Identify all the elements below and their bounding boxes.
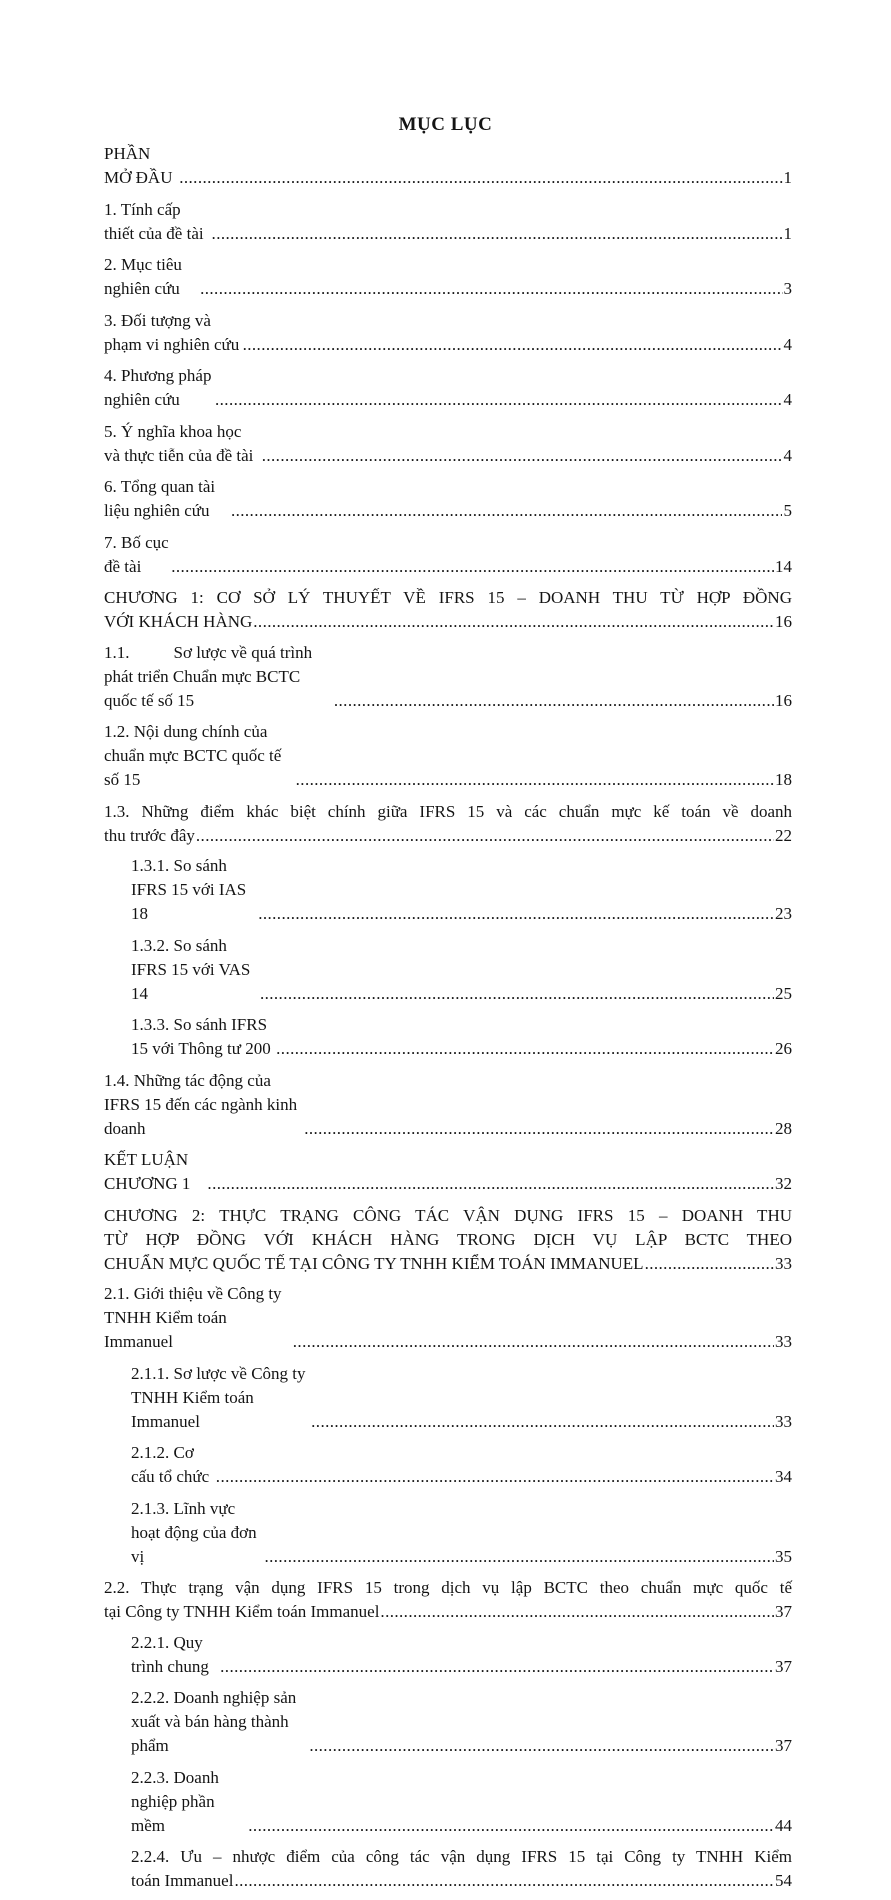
dot-leader <box>231 499 783 523</box>
toc-entry-1-3[interactable] <box>104 800 792 848</box>
toc-entry-2-2-3[interactable] <box>104 1766 792 1838</box>
toc-entry-page: 32 <box>775 1174 792 1193</box>
toc-entry-3[interactable] <box>104 309 792 357</box>
toc-entry-page: 28 <box>775 1118 792 1138</box>
toc-entry-label-line: CHƯƠNG 1: CƠ SỞ LÝ THUYẾT VỀ IFRS 15 – DOANH THU TỪ HỢP ĐỒNG <box>104 588 792 607</box>
toc-entry-page: 54 <box>775 1871 792 1890</box>
dot-leader <box>276 1037 774 1061</box>
toc-entry-label: 5. Ý nghĩa khoa học và thực tiễn của đề tài <box>104 421 254 465</box>
toc-entry-2-2-2[interactable] <box>104 1686 792 1758</box>
toc-entry-label <box>104 641 333 713</box>
toc-entry-label: 2.2.2. Doanh nghiệp sản xuất và bán hàng thành phẩm <box>131 1688 297 1755</box>
toc-entry-label: 2.1.1. Sơ lược về Công ty TNHH Kiểm toán Immanuel <box>131 1363 306 1431</box>
toc-entry-page: 37 <box>775 1656 792 1676</box>
dot-leader <box>296 768 774 792</box>
toc-entry-label: 2.1.2. Cơ cấu tổ chức <box>131 1443 210 1486</box>
toc-entry-page: 35 <box>775 1546 792 1566</box>
toc-entry-label-line: 2.2. Thực trạng vận dụng IFRS 15 trong dịch vụ lập BCTC theo chuẩn mực quốc tế <box>104 1578 792 1597</box>
toc-entry-label-line: CHƯƠNG 2: THỰC TRẠNG CÔNG TÁC VẬN DỤNG IFRS 15 – DOANH THU <box>104 1205 792 1225</box>
toc-entry-2-1-3[interactable] <box>104 1497 792 1569</box>
dot-leader <box>645 1252 774 1276</box>
toc-entry-label: 3. Đối tượng và phạm vi nghiên cứu <box>104 310 240 354</box>
toc-entry-page: 23 <box>775 904 792 923</box>
toc-entry-page: 16 <box>775 612 792 631</box>
toc-entry-label: 2.2.1. Quy trình chung <box>131 1632 209 1676</box>
toc-entry-page: 22 <box>775 825 792 845</box>
toc-entry-page: 14 <box>775 556 792 576</box>
toc-entry-6[interactable] <box>104 475 792 523</box>
dot-leader <box>179 166 782 190</box>
toc-entry-page: 25 <box>775 983 792 1003</box>
dot-leader <box>260 982 774 1006</box>
toc-entry-1[interactable] <box>104 198 792 246</box>
dot-leader <box>380 1600 774 1624</box>
dot-leader <box>248 1814 774 1838</box>
toc-entry-label-line: 1.3. Những điểm khác biệt chính giữa IFRS 15 và các chuẩn mực kế toán về doanh <box>104 801 792 821</box>
toc-entry-page: 3 <box>783 279 792 298</box>
toc-title: MỤC LỤC <box>398 114 493 135</box>
toc-entry-page: 1 <box>783 168 792 187</box>
toc-entry-page: 4 <box>783 390 792 409</box>
toc-entry-4[interactable] <box>104 364 792 412</box>
toc-entry-label-line: thu trước đây <box>104 825 195 845</box>
dot-leader <box>207 1172 774 1196</box>
toc-entry-label: 1.2. Nội dung chính của chuẩn mực BCTC quốc tế số 15 <box>104 722 282 789</box>
toc-entry-page: 33 <box>775 1332 792 1351</box>
dot-leader <box>216 1465 774 1489</box>
toc-entry-1-3-2[interactable] <box>104 934 792 1006</box>
toc-entry-1-4[interactable] <box>104 1069 792 1141</box>
dot-leader <box>258 902 774 926</box>
toc-entry-label: KẾT LUẬN CHƯƠNG 1 <box>104 1150 191 1193</box>
toc-entry-label: 7. Bố cục đề tài <box>104 532 169 576</box>
toc-entry-5[interactable] <box>104 420 792 468</box>
toc-entry-page: 16 <box>775 690 792 710</box>
dot-leader <box>293 1330 774 1354</box>
toc-entry-page: 4 <box>783 445 792 465</box>
toc-entry-label: PHẦN MỞ ĐẦU <box>104 144 173 187</box>
toc-entry-page: 44 <box>775 1815 792 1835</box>
toc-entry-2-1-2[interactable] <box>104 1441 792 1489</box>
toc-entry-page: 18 <box>775 770 792 789</box>
toc-entry-1-3-3[interactable] <box>104 1013 792 1061</box>
dot-leader <box>309 1734 774 1758</box>
dot-leader <box>253 610 774 634</box>
toc-entry-page: 34 <box>775 1467 792 1486</box>
dot-leader <box>212 222 783 246</box>
toc-entry-label: 1.3.1. So sánh IFRS 15 với IAS 18 <box>131 856 247 923</box>
toc-entry-page: 33 <box>775 1411 792 1431</box>
toc-entry-page: 37 <box>775 1736 792 1755</box>
dot-leader <box>200 277 782 301</box>
dot-leader <box>220 1655 774 1679</box>
toc-entry-2-1-1[interactable] <box>104 1362 792 1434</box>
toc-entry-page: 4 <box>783 334 792 354</box>
table-of-contents <box>104 142 792 1900</box>
toc-entry-label: 2. Mục tiêu nghiên cứu <box>104 255 182 298</box>
toc-entry-label-line: toán Immanuel <box>131 1871 234 1890</box>
toc-entry-page: 37 <box>775 1602 792 1621</box>
toc-entry-7[interactable] <box>104 531 792 579</box>
toc-entry-page: 33 <box>775 1253 792 1273</box>
toc-entry-label: 1.3.2. So sánh IFRS 15 với VAS 14 <box>131 935 251 1003</box>
toc-entry-1-3-1[interactable] <box>104 854 792 926</box>
toc-entry-label: 1.3.3. So sánh IFRS 15 với Thông tư 200 <box>131 1015 271 1058</box>
toc-entry-chapter-2[interactable] <box>104 1204 792 1276</box>
dot-leader <box>215 388 783 412</box>
toc-entry-label-line: TỪ HỢP ĐỒNG VỚI KHÁCH HÀNG TRONG DỊCH VỤ LẬP BCTC THEO <box>104 1229 792 1249</box>
toc-entry-label-line: tại Công ty TNHH Kiểm toán Immanuel <box>104 1602 380 1621</box>
dot-leader <box>304 1117 774 1141</box>
toc-entry-preface[interactable] <box>104 142 792 190</box>
toc-entry-2-2-1[interactable] <box>104 1631 792 1679</box>
dot-leader <box>334 689 774 713</box>
toc-entry-label: 1.4. Những tác động của IFRS 15 đến các ngành kinh doanh <box>104 1070 298 1138</box>
dot-leader <box>243 333 783 357</box>
toc-entry-2[interactable] <box>104 253 792 301</box>
toc-entry-label: 4. Phương pháp nghiên cứu <box>104 366 212 409</box>
toc-entry-page: 26 <box>775 1039 792 1058</box>
toc-entry-2-2[interactable] <box>104 1576 792 1624</box>
dot-leader <box>262 444 783 468</box>
toc-entry-1-1[interactable] <box>104 641 792 713</box>
toc-entry-label-line: 2.2.4. Ưu – nhược điểm của công tác vận dụng IFRS 15 tại Công ty TNHH Kiểm <box>131 1847 792 1866</box>
dot-leader <box>171 555 774 579</box>
toc-entry-label: 2.1.3. Lĩnh vực hoạt động của đơn vị <box>131 1498 257 1566</box>
toc-entry-1-2[interactable] <box>104 720 792 792</box>
toc-entry-conclusion-1[interactable] <box>104 1148 792 1196</box>
toc-entry-label: 6. Tổng quan tài liệu nghiên cứu <box>104 477 216 520</box>
toc-entry-2-2-4[interactable] <box>104 1845 792 1893</box>
toc-entry-label-line: CHUẨN MỰC QUỐC TẾ TẠI CÔNG TY TNHH KIỂM TOÁN IMMANUEL <box>104 1253 644 1273</box>
dot-leader <box>196 824 774 848</box>
toc-entry-number: 1.1. <box>104 642 130 662</box>
dot-leader <box>234 1869 774 1893</box>
toc-entry-label: 1. Tính cấp thiết của đề tài <box>104 199 204 243</box>
toc-entry-label: 2.2.3. Doanh nghiệp phần mềm <box>131 1767 219 1835</box>
toc-entry-2-1[interactable] <box>104 1282 792 1354</box>
dot-leader <box>264 1545 774 1569</box>
toc-entry-label: 2.1. Giới thiệu về Công ty TNHH Kiểm toán Immanuel <box>104 1284 282 1351</box>
toc-entry-label-line: VỚI KHÁCH HÀNG <box>104 612 253 631</box>
toc-entry-text: Sơ lược về quá trình phát triển Chuẩn mực BCTC quốc tế số 15 <box>104 642 313 710</box>
toc-entry-chapter-1[interactable] <box>104 586 792 634</box>
toc-entry-page: 1 <box>783 223 792 243</box>
dot-leader <box>311 1410 774 1434</box>
toc-entry-page: 5 <box>783 501 792 520</box>
